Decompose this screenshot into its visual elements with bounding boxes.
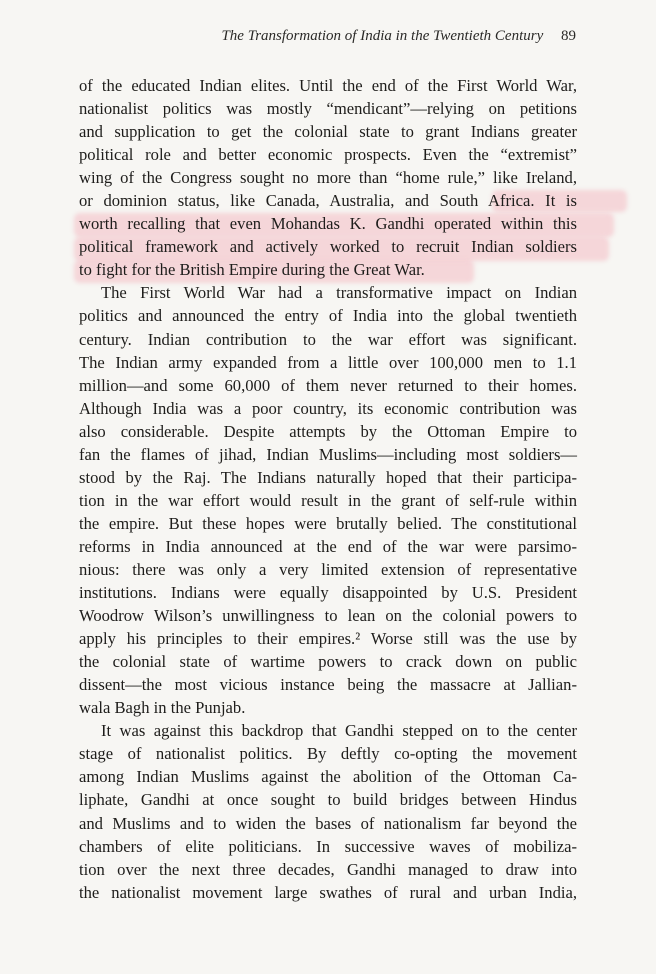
text-line: or dominion status, like Canada, Australia, and South Africa. It is (79, 191, 577, 211)
text-line: the nationalist movement large swathes of rural and urban India, (79, 882, 577, 902)
text-line: The Indian army expanded from a little over 100,000 men to 1.1 (79, 352, 577, 372)
text-line: nious: there was only a very limited extension of representative (79, 559, 577, 579)
text-line: reforms in India announced at the end of the war were parsimo- (79, 536, 577, 556)
text-line: political role and better economic prospects. Even the “extremist” (79, 145, 577, 165)
text-line: Woodrow Wilson’s unwillingness to lean on the colonial powers to (79, 606, 577, 626)
text-line: fan the flames of jihad, Indian Muslims—including most soldiers— (79, 444, 577, 464)
text-line: stood by the Raj. The Indians naturally hoped that their participa- (79, 467, 577, 487)
text-line: stage of nationalist politics. By deftly co-opting the movement (79, 744, 577, 764)
text-line: tion in the war effort would result in the grant of self-rule within (79, 490, 577, 510)
text-line: It was against this backdrop that Gandhi stepped on to the center (101, 721, 577, 741)
text-line: and Muslims and to widen the bases of nationalism far beyond the (79, 813, 577, 833)
text-line: million—and some 60,000 of them never returned to their homes. (79, 375, 577, 395)
running-head (78, 28, 576, 45)
text-line: the empire. But these hopes were brutally belied. The constitutional (79, 513, 577, 533)
text-line: apply his principles to their empires.² Worse still was the use by (79, 629, 577, 649)
text-line: politics and announced the entry of India into the global twentieth (79, 306, 577, 326)
body-text (79, 74, 577, 904)
text-line: dissent—the most vicious instance being the massacre at Jallian- (79, 675, 577, 695)
text-line: liphate, Gandhi at once sought to build bridges between Hindus (79, 790, 577, 810)
text-line: Although India was a poor country, its economic contribution was (79, 398, 577, 418)
text-line: worth recalling that even Mohandas K. Gandhi operated within this (79, 214, 577, 234)
text-line: also considerable. Despite attempts by the Ottoman Empire to (79, 421, 577, 441)
text-line: political framework and actively worked to recruit Indian soldiers (79, 237, 577, 257)
text-line: The First World War had a transformative impact on Indian (101, 283, 577, 303)
text-line: of the educated Indian elites. Until the end of the First World War, (79, 76, 577, 95)
text-line: to fight for the British Empire during the Great War. (79, 260, 425, 280)
text-line: tion over the next three decades, Gandhi managed to draw into (79, 859, 577, 879)
text-line: the colonial state of wartime powers to crack down on public (79, 652, 577, 672)
text-line: nationalist politics was mostly “mendicant”—relying on petitions (79, 99, 577, 119)
text-line: wala Bagh in the Punjab. (79, 698, 246, 718)
text-line: century. Indian contribution to the war effort was significant. (79, 329, 577, 349)
text-line: wing of the Congress sought no more than “home rule,” like Ireland, (79, 168, 577, 188)
text-line: institutions. Indians were equally disappointed by U.S. President (79, 583, 577, 603)
text-line: and supplication to get the colonial state to grant Indians greater (79, 122, 577, 142)
text-line: chambers of elite politicians. In successive waves of mobiliza- (79, 836, 577, 856)
running-title: The Transformation of India in the Twentieth Century (221, 28, 544, 44)
page-number: 89 (561, 28, 576, 44)
text-line: among Indian Muslims against the abolition of the Ottoman Ca- (79, 767, 577, 787)
